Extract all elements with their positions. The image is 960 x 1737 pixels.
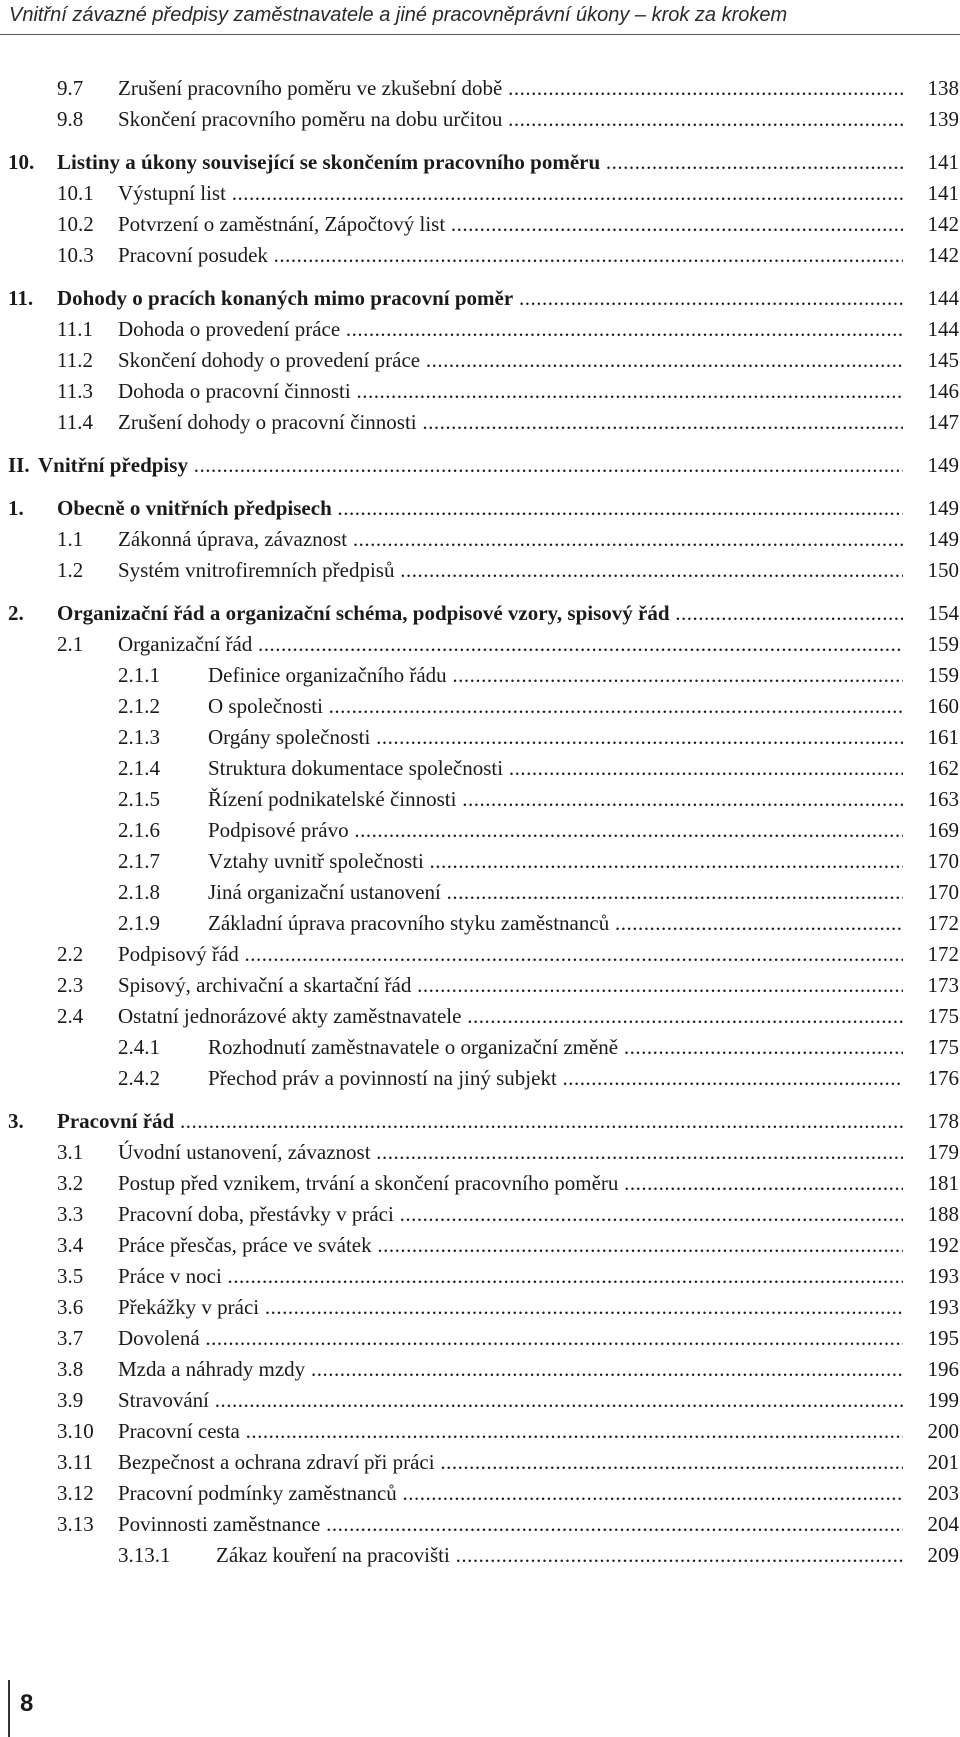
toc-entry-title-text: Pracovní posudek [118,243,268,267]
toc-entry-page: 160 [927,694,959,718]
section-gap [0,271,960,283]
toc-entry-title-text: Práce přesčas, práce ve svátek [118,1233,372,1257]
toc-entry-title-text: Vztahy uvnitř společnosti [208,849,424,873]
toc-entry[interactable] [0,1230,960,1261]
toc-entry-title [57,283,903,314]
toc-entry-title [208,722,903,753]
toc-entry-number: 3.4 [57,1233,84,1257]
toc-entry-title [208,877,903,908]
toc-entry-title-text: Struktura dokumentace společnosti [208,756,504,780]
toc-entry-number: 3.7 [57,1326,84,1350]
toc-entry-number: 3.8 [57,1357,84,1381]
toc-entry-title [216,1540,903,1571]
toc-entry-title [118,345,903,376]
toc-entry-title-text: Dohoda o pracovní činnosti [118,379,351,403]
toc-entry[interactable] [0,524,960,555]
section-gap [0,586,960,598]
toc-entry-title-text: Základní úprava pracovního styku zaměstnanců [208,911,610,935]
toc-entry-number: 2.1.8 [118,880,160,904]
toc-entry-title [118,1261,903,1292]
toc-entry-title [118,1199,903,1230]
toc-entry-page: 203 [927,1481,959,1505]
toc-entry-number: 3.2 [57,1171,84,1195]
toc-entry-page: 146 [927,379,959,403]
toc-entry-number: 1. [8,496,24,520]
toc-entry-title [118,407,903,438]
toc-entry-title-text: Postup před vznikem, trvání a skončení pracovního poměru [118,1171,619,1195]
toc-entry-title-text: Pracovní doba, přestávky v práci [118,1202,394,1226]
toc-entry-title [118,524,903,555]
toc-entry-page: 149 [927,527,959,551]
toc-entry-title [118,178,903,209]
toc-entry-page: 147 [927,410,959,434]
toc-entry[interactable] [0,104,960,135]
toc-entry-page: 162 [927,756,959,780]
toc-entry-page: 178 [927,1109,959,1133]
toc-entry[interactable] [0,1106,960,1137]
section-gap [0,135,960,147]
toc-entry-number: 1.1 [57,527,84,551]
toc-entry-title-text: Řízení podnikatelské činnosti [208,787,457,811]
toc-entry-title [208,908,903,939]
toc-entry-number: 11.1 [57,317,93,341]
toc-entry-title [208,660,903,691]
toc-entry-page: 144 [927,317,959,341]
toc-entry-number: 2.1.7 [118,849,160,873]
toc-entry[interactable] [0,1447,960,1478]
toc-entry-title-text: Práce v noci [118,1264,222,1288]
toc-entry[interactable] [0,493,960,524]
toc-entry-title [208,691,903,722]
section-gap [0,481,960,493]
toc-entry-title-text: Podpisové právo [208,818,349,842]
toc-entry-number: 3.10 [57,1419,94,1443]
toc-entry-title [118,555,903,586]
toc-entry-number: 11. [8,286,34,310]
toc-entry-title-text: Překážky v práci [118,1295,260,1319]
toc-entry-title-text: Podpisový řád [118,942,239,966]
toc-entry-number: 2. [8,601,24,625]
toc-entry[interactable] [0,407,960,438]
toc-entry-title [118,1168,903,1199]
toc-entry[interactable] [0,1063,960,1094]
toc-entry[interactable] [0,722,960,753]
toc-entry-title [57,493,903,524]
section-gap [0,438,960,450]
toc-entry-title-text: Výstupní list [118,181,226,205]
toc-entry-page: 209 [927,1543,959,1567]
toc-entry-title-text: Jiná organizační ustanovení [208,880,441,904]
toc-entry-page: 142 [927,243,959,267]
toc-entry[interactable] [0,1261,960,1292]
toc-entry-number: 10.1 [57,181,94,205]
toc-entry-number: 3.13.1 [118,1543,171,1567]
toc-entry-page: 175 [927,1035,959,1059]
toc-entry-title [118,1478,903,1509]
toc-entry-title-text: Vnitřní předpisy [38,453,188,477]
toc-entry-page: 163 [927,787,959,811]
toc-entry-title [208,753,903,784]
toc-entry[interactable] [0,815,960,846]
toc-entry[interactable] [0,1323,960,1354]
toc-entry-title [118,1354,903,1385]
running-header: Vnitřní závazné předpisy zaměstnavatele a jiné pracovněprávní úkony – krok za krokem [9,4,788,26]
toc-entry-page: 139 [927,107,959,131]
toc-entry[interactable] [0,1354,960,1385]
toc-entry[interactable] [0,1199,960,1230]
toc-entry[interactable] [0,970,960,1001]
toc-entry-number: 3.13 [57,1512,94,1536]
toc-entry[interactable] [0,1292,960,1323]
toc-entry-page: 200 [927,1419,959,1443]
toc-entry-title-text: Zrušení dohody o pracovní činnosti [118,410,417,434]
toc-entry-page: 179 [927,1140,959,1164]
toc-entry-title [118,1416,903,1447]
toc-entry-title [208,815,903,846]
toc-entry-title [208,1063,903,1094]
toc-entry-page: 172 [927,911,959,935]
toc-entry-number: 2.1 [57,632,84,656]
toc-entry-number: 3.3 [57,1202,84,1226]
toc-entry-page: 159 [927,663,959,687]
toc-entry-number: 2.1.5 [118,787,160,811]
toc-entry-page: 159 [927,632,959,656]
toc-entry-title [118,104,903,135]
toc-entry-number: 2.1.1 [118,663,160,687]
toc-entry-page: 154 [927,601,959,625]
toc-entry[interactable] [0,598,960,629]
toc-entry-title [118,1292,903,1323]
toc-entry-number: 3.5 [57,1264,84,1288]
toc-entry-page: 144 [927,286,959,310]
toc-entry-number: 3.9 [57,1388,84,1412]
toc-entry[interactable] [0,908,960,939]
toc-entry-number: 2.4.2 [118,1066,160,1090]
toc-entry-page: 195 [927,1326,959,1350]
toc-entry-page: 204 [927,1512,959,1536]
toc-entry[interactable] [0,240,960,271]
toc-entry[interactable] [0,691,960,722]
toc-entry-page: 193 [927,1295,959,1319]
toc-entry[interactable] [0,283,960,314]
toc-entry-title-text: Dohody o pracích konaných mimo pracovní poměr [57,286,514,310]
toc-entry-title [118,1001,903,1032]
toc-entry-number: 10. [8,150,35,174]
toc-entry-number: 9.7 [57,76,84,100]
toc-entry[interactable] [0,753,960,784]
toc-entry-title-text: Mzda a náhrady mzdy [118,1357,306,1381]
toc-entry[interactable] [0,345,960,376]
toc-entry-page: 149 [927,453,959,477]
toc-entry-title-text: Orgány společnosti [208,725,371,749]
toc-entry-title [208,846,903,877]
toc-entry-title-text: O společnosti [208,694,323,718]
toc-entry[interactable] [0,1137,960,1168]
toc-entry[interactable] [0,660,960,691]
toc-entry-number: 1.2 [57,558,84,582]
toc-entry[interactable] [0,73,960,104]
toc-entry[interactable] [0,1001,960,1032]
toc-entry-title [118,73,903,104]
toc-entry-title [118,376,903,407]
toc-entry[interactable] [0,939,960,970]
toc-entry[interactable] [0,376,960,407]
toc-entry-number: 3.12 [57,1481,94,1505]
toc-entry-page: 188 [927,1202,959,1226]
toc-entry-page: 161 [927,725,959,749]
toc-entry-page: 173 [927,973,959,997]
toc-entry-number: 2.1.4 [118,756,160,780]
toc-entry-title [57,598,903,629]
toc-entry-page: 149 [927,496,959,520]
toc-entry-title-text: Listiny a úkony související se skončením pracovního poměru [57,150,601,174]
toc-entry[interactable] [0,877,960,908]
toc-entry-title-text: Dovolená [118,1326,200,1350]
toc-entry-title [118,1230,903,1261]
toc-entry-number: 11.4 [57,410,93,434]
toc-entry-page: 141 [927,150,959,174]
toc-entry-page: 175 [927,1004,959,1028]
toc-entry-title [118,970,903,1001]
toc-entry-number: 3.11 [57,1450,93,1474]
toc-entry-title-text: Stravování [118,1388,209,1412]
toc-entry-title-text: Skončení dohody o provedení práce [118,348,421,372]
toc-entry-title [118,209,903,240]
toc-entry-title-text: Pracovní podmínky zaměstnanců [118,1481,397,1505]
toc-entry-number: 11.2 [57,348,93,372]
toc-entry-title-text: Potvrzení o zaměstnání, Zápočtový list [118,212,446,236]
toc-entry-page: 145 [927,348,959,372]
toc-entry-title-text: Definice organizačního řádu [208,663,447,687]
toc-entry-title [208,784,903,815]
toc-entry-page: 201 [927,1450,959,1474]
toc-entry-number: 3. [8,1109,24,1133]
table-of-contents [0,73,960,1571]
toc-entry-title-text: Zákaz kouření na pracovišti [216,1543,450,1567]
toc-entry-page: 169 [927,818,959,842]
toc-entry-title-text: Obecně o vnitřních předpisech [57,496,332,520]
toc-entry-title [118,314,903,345]
toc-entry-title [57,1106,903,1137]
toc-entry[interactable] [0,1509,960,1540]
toc-entry-title [118,1447,903,1478]
toc-entry-page: 199 [927,1388,959,1412]
toc-entry-title-text: Přechod práv a povinností na jiný subjekt [208,1066,557,1090]
toc-entry[interactable] [0,1385,960,1416]
toc-entry-title [118,1137,903,1168]
toc-entry-number: II. [8,453,30,477]
toc-entry-title [118,240,903,271]
toc-entry-title [57,147,903,178]
toc-entry[interactable] [0,629,960,660]
toc-entry-title-text: Systém vnitrofiremních předpisů [118,558,395,582]
section-gap [0,1094,960,1106]
toc-entry[interactable] [0,1478,960,1509]
toc-entry-title [38,450,903,481]
toc-entry-page: 172 [927,942,959,966]
toc-entry-title [208,1032,903,1063]
page-number: 8 [20,1690,34,1717]
toc-entry-title-text: Ostatní jednorázové akty zaměstnavatele [118,1004,462,1028]
toc-entry[interactable] [0,555,960,586]
toc-entry-number: 10.3 [57,243,94,267]
toc-entry-title [118,629,903,660]
toc-entry-number: 2.1.3 [118,725,160,749]
toc-entry[interactable] [0,209,960,240]
toc-entry-title [118,1385,903,1416]
toc-entry-title [118,1323,903,1354]
toc-entry-title-text: Úvodní ustanovení, závaznost [118,1140,371,1164]
toc-entry-title-text: Povinnosti zaměstnance [118,1512,321,1536]
page-number-bar [8,1680,10,1737]
toc-entry[interactable] [0,1168,960,1199]
toc-entry-page: 138 [927,76,959,100]
toc-entry-title-text: Spisový, archivační a skartační řád [118,973,412,997]
toc-entry[interactable] [0,1540,960,1571]
toc-entry-title-text: Zrušení pracovního poměru ve zkušební době [118,76,503,100]
toc-entry-page: 141 [927,181,959,205]
toc-entry-page: 192 [927,1233,959,1257]
toc-entry[interactable] [0,450,960,481]
toc-entry-page: 193 [927,1264,959,1288]
toc-entry-number: 10.2 [57,212,94,236]
toc-entry-title-text: Organizační řád [118,632,253,656]
toc-entry-title-text: Pracovní cesta [118,1419,240,1443]
toc-entry-number: 11.3 [57,379,93,403]
toc-entry[interactable] [0,784,960,815]
toc-entry-page: 170 [927,880,959,904]
toc-entry-number: 2.1.9 [118,911,160,935]
toc-entry[interactable] [0,314,960,345]
toc-entry-number: 2.4.1 [118,1035,160,1059]
toc-entry-title-text: Pracovní řád [57,1109,175,1133]
toc-entry-title [118,1509,903,1540]
toc-entry-page: 170 [927,849,959,873]
header-rule [0,34,960,35]
toc-entry-number: 2.1.2 [118,694,160,718]
toc-entry-page: 150 [927,558,959,582]
toc-entry-number: 2.4 [57,1004,84,1028]
toc-entry-number: 3.1 [57,1140,84,1164]
toc-entry[interactable] [0,1416,960,1447]
toc-entry[interactable] [0,846,960,877]
toc-entry-number: 9.8 [57,107,84,131]
toc-entry-title-text: Bezpečnost a ochrana zdraví při práci [118,1450,435,1474]
toc-entry-number: 3.6 [57,1295,84,1319]
toc-entry-page: 196 [927,1357,959,1381]
toc-entry-title-text: Skončení pracovního poměru na dobu určitou [118,107,503,131]
toc-entry-number: 2.1.6 [118,818,160,842]
toc-entry-page: 142 [927,212,959,236]
toc-entry-title-text: Zákonná úprava, závaznost [118,527,348,551]
toc-entry[interactable] [0,147,960,178]
toc-entry-title-text: Rozhodnutí zaměstnavatele o organizační změně [208,1035,619,1059]
toc-entry-number: 2.2 [57,942,84,966]
toc-entry-number: 2.3 [57,973,84,997]
toc-entry[interactable] [0,178,960,209]
toc-entry-title [118,939,903,970]
toc-entry-page: 181 [927,1171,959,1195]
toc-entry-title-text: Organizační řád a organizační schéma, podpisové vzory, spisový řád [57,601,670,625]
toc-entry[interactable] [0,1032,960,1063]
toc-entry-title-text: Dohoda o provedení práce [118,317,341,341]
toc-entry-page: 176 [927,1066,959,1090]
